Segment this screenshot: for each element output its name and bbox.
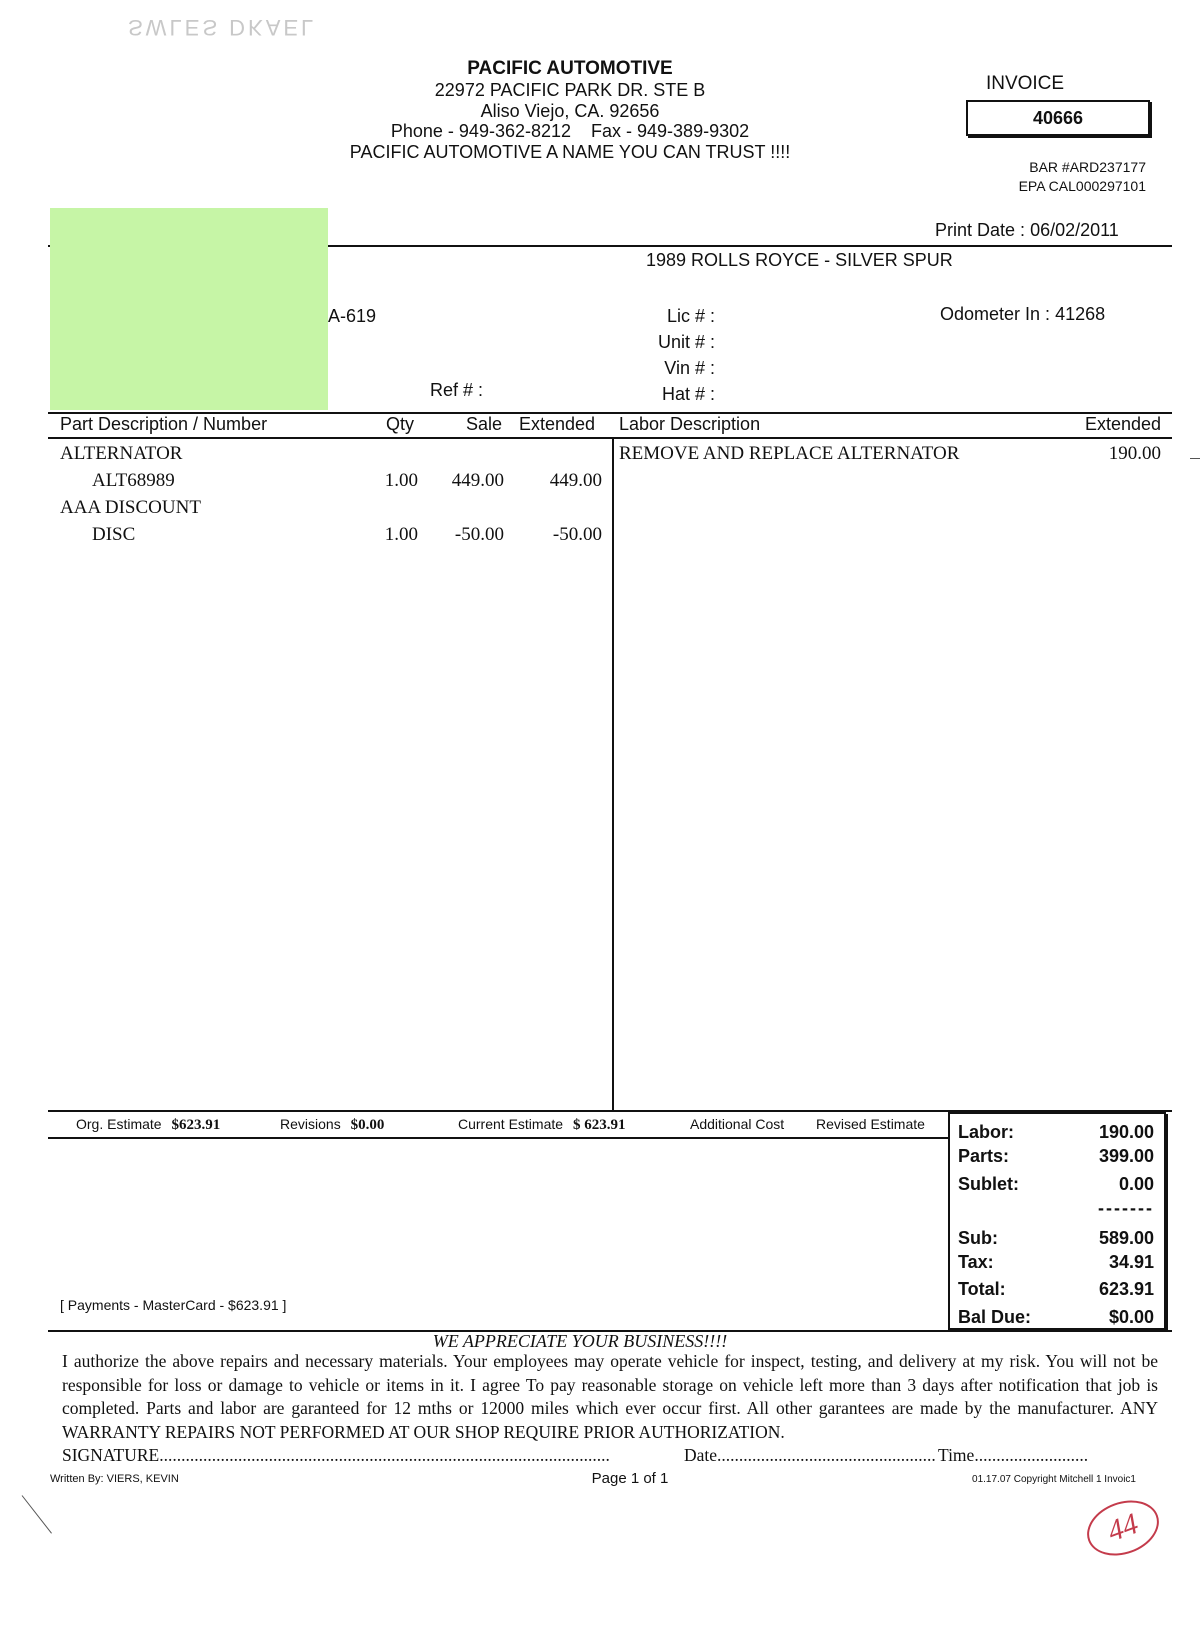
redaction-box [50, 208, 328, 410]
org-estimate [76, 1116, 220, 1134]
table-header-rule [48, 437, 1172, 439]
part-row-1-extended: 449.00 [549, 470, 602, 491]
totals-box [948, 1112, 1166, 1330]
part-row-3-qty: 1.00 [384, 524, 418, 545]
company-address-line2: Aliso Viejo, CA. 92656 [480, 101, 660, 121]
totals-parts: 399.00 [1098, 1146, 1154, 1166]
hat-label: Hat # : [661, 384, 715, 404]
signature-label: SIGNATURE [62, 1445, 160, 1465]
payments-line: [ Payments - MasterCard - $623.91 ] [60, 1297, 287, 1313]
lic-label: Lic # : [666, 306, 715, 326]
bar-number: BAR #ARD237177 [1029, 159, 1146, 175]
signature-line: SIGNATURE....................................................................................................... [62, 1445, 610, 1465]
vin-label: Vin # : [664, 358, 715, 378]
parts-header-sale: Sale [466, 414, 503, 434]
revisions-value: $0.00 [350, 1117, 385, 1133]
invoice-label: INVOICE [985, 73, 1065, 94]
totals-tax: 34.91 [1108, 1252, 1154, 1272]
current-estimate-value: $ 623.91 [572, 1117, 626, 1133]
company-header [360, 58, 780, 122]
unit-label: Unit # : [657, 332, 715, 352]
epa-number: EPA CAL000297101 [1018, 178, 1146, 194]
print-date [935, 220, 1119, 241]
org-estimate-label: Org. Estimate [76, 1116, 162, 1132]
authorization-text: I authorize the above repairs and necessary materials. Your employees may operate vehicle for inspect, testing, and delivery at my risk. You will not be responsible for loss or damage to vehicle or items in it. I agree To pay reasonable storage on vehicle left more than 3 days after notification that job is completed. Parts and labor are garanteed for 12 mths or 12000 miles which ever occur first. All other garantees are made by the manufacturer. ANY WARRANTY REPAIRS NOT PERFORMED AT OUR SHOP REQUIRE PRIOR AUTHORIZATION. [62, 1351, 1158, 1442]
date-line: Date.................................................. [684, 1445, 936, 1465]
totals-dashes: ------- [1098, 1198, 1154, 1218]
labor-header-extended: Extended [1084, 414, 1161, 434]
print-date-value: 06/02/2011 [1030, 220, 1119, 240]
parts-header-extended: Extended [519, 414, 596, 434]
part-row-0-description: ALTERNATOR [60, 443, 183, 464]
revised-estimate-label: Revised Estimate [816, 1116, 925, 1132]
totals-bal-due: $0.00 [1108, 1307, 1154, 1327]
estimates-bottom-rule [48, 1137, 948, 1139]
company-slogan: PACIFIC AUTOMOTIVE A NAME YOU CAN TRUST !!!! [349, 142, 791, 162]
date-label: Date [684, 1445, 718, 1465]
part-row-3-sale: -50.00 [454, 524, 504, 545]
vehicle-partial-id: A-619 [328, 306, 377, 326]
vehicle-description: 1989 ROLLS ROYCE - SILVER SPUR [646, 250, 953, 270]
handwritten-number: 44 [1103, 1506, 1143, 1549]
labor-header-description: Labor Description [619, 414, 761, 434]
current-estimate [458, 1116, 625, 1134]
page-number: Page 1 of 1 [591, 1470, 669, 1487]
totals-sublet: 0.00 [1118, 1174, 1154, 1194]
ref-label: Ref # : [430, 380, 484, 400]
odometer-value: 41268 [1055, 304, 1106, 324]
company-address-line1: 22972 PACIFIC PARK DR. STE B [434, 80, 706, 100]
copyright: 01.17.07 Copyright Mitchell 1 Invoic1 [972, 1474, 1136, 1485]
totals-total: 623.91 [1098, 1279, 1154, 1299]
totals-total-label: Total: [958, 1279, 1006, 1299]
revisions-label: Revisions [280, 1116, 341, 1132]
time-label: Time [938, 1445, 975, 1465]
part-row-2-description: AAA DISCOUNT [60, 497, 201, 518]
totals-labor: 190.00 [1098, 1122, 1154, 1142]
odometer-label: Odometer In : [940, 304, 1051, 324]
invoice-number: 40666 [1032, 108, 1084, 128]
invoice-number-box [966, 100, 1150, 136]
part-row-3-extended: -50.00 [552, 524, 602, 545]
handwritten-page-mark [1079, 1491, 1166, 1565]
totals-sub: 589.00 [1098, 1228, 1154, 1248]
faint-stamp: SWLES DKAEL [128, 15, 317, 40]
company-name: PACIFIC AUTOMOTIVE [467, 58, 673, 79]
org-estimate-value: $623.91 [171, 1117, 221, 1133]
time-line: Time.......................... [938, 1445, 1089, 1465]
print-date-label: Print Date : [935, 220, 1026, 240]
totals-labor-label: Labor: [958, 1122, 1014, 1142]
parts-labor-divider [612, 437, 614, 1112]
current-estimate-label: Current Estimate [458, 1116, 564, 1132]
totals-sublet-label: Sublet: [958, 1174, 1019, 1194]
part-row-3-description: DISC [92, 524, 136, 545]
written-by: Written By: VIERS, KEVIN [50, 1473, 179, 1485]
additional-cost-label: Additional Cost [690, 1116, 785, 1132]
odometer [940, 304, 1105, 325]
parts-header-qty: Qty [386, 414, 415, 434]
company-phone-fax: Phone - 949-362-8212 Fax - 949-389-9302 [390, 121, 750, 141]
labor-row-0-extended: 190.00 [1108, 443, 1161, 464]
totals-sub-label: Sub: [958, 1228, 998, 1248]
scan-mark-left [22, 1495, 52, 1533]
totals-parts-label: Parts: [958, 1146, 1010, 1166]
revisions [280, 1116, 384, 1134]
parts-header-description: Part Description / Number [60, 414, 268, 434]
part-row-1-sale: 449.00 [451, 470, 504, 491]
part-row-1-qty: 1.00 [384, 470, 418, 491]
scan-mark-right [1190, 458, 1200, 459]
totals-bal-due-label: Bal Due: [958, 1307, 1032, 1327]
part-row-1-description: ALT68989 [92, 470, 175, 491]
appreciate-message: WE APPRECIATE YOUR BUSINESS!!!! [432, 1331, 728, 1351]
labor-row-0-description: REMOVE AND REPLACE ALTERNATOR [619, 443, 960, 464]
totals-tax-label: Tax: [958, 1252, 994, 1272]
